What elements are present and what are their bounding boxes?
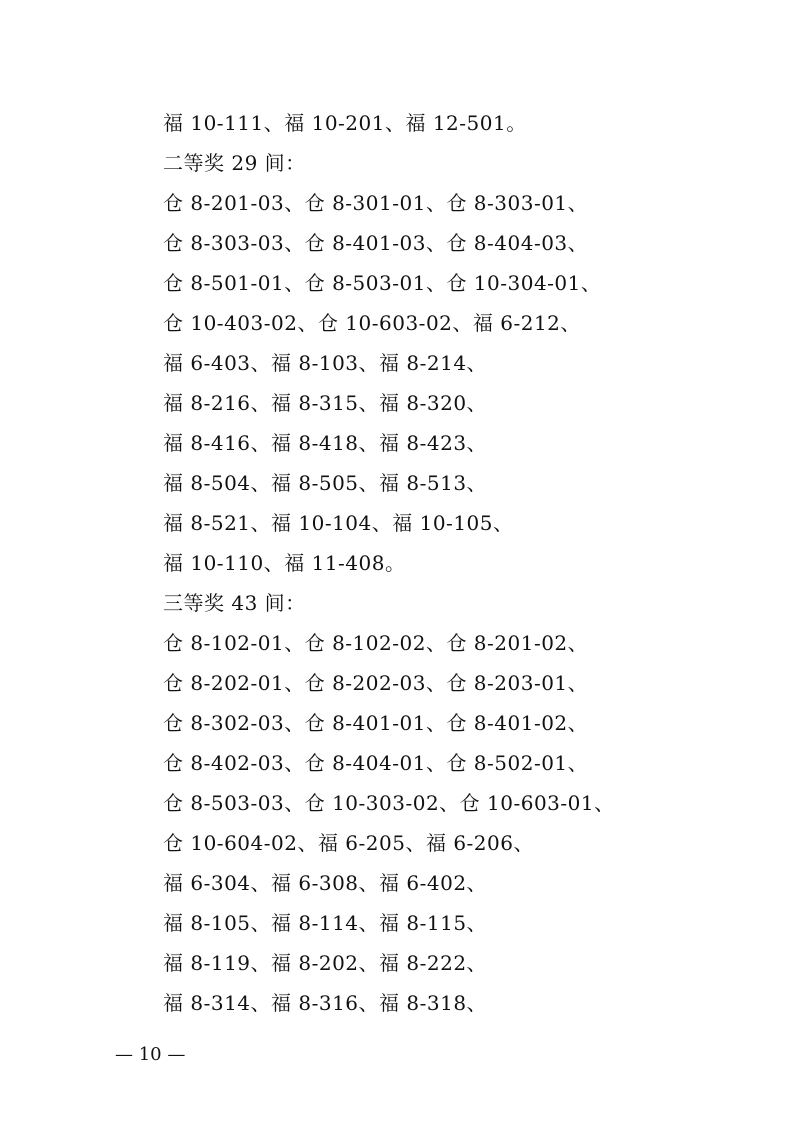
text-line: 仓 8-303-03、仓 8-401-03、仓 8-404-03、 (163, 231, 589, 255)
text-line: 仓 8-201-03、仓 8-301-01、仓 8-303-01、 (163, 191, 589, 215)
text-line: 仓 8-102-01、仓 8-102-02、仓 8-201-02、 (163, 631, 589, 655)
text-line: 福 8-119、福 8-202、福 8-222、 (163, 951, 488, 975)
text-line: 仓 8-402-03、仓 8-404-01、仓 8-502-01、 (163, 751, 589, 775)
text-line: 福 8-216、福 8-315、福 8-320、 (163, 391, 488, 415)
text-line: 福 8-521、福 10-104、福 10-105、 (163, 511, 514, 535)
text-line: 仓 8-302-03、仓 8-401-01、仓 8-401-02、 (163, 711, 589, 735)
text-line: 福 10-111、福 10-201、福 12-501。 (163, 111, 527, 135)
text-line: 福 8-314、福 8-316、福 8-318、 (163, 991, 488, 1015)
text-line: 仓 8-503-03、仓 10-303-02、仓 10-603-01、 (163, 791, 615, 815)
document-body (163, 103, 723, 1023)
text-line: 福 8-105、福 8-114、福 8-115、 (163, 911, 488, 935)
section-heading-second-prize: 二等奖 29 间： (163, 151, 306, 175)
text-line: 福 8-504、福 8-505、福 8-513、 (163, 471, 488, 495)
text-line: 福 10-110、福 11-408。 (163, 551, 406, 575)
text-line: 福 6-304、福 6-308、福 6-402、 (163, 871, 488, 895)
text-line: 仓 10-604-02、福 6-205、福 6-206、 (163, 831, 534, 855)
text-line: 仓 8-501-01、仓 8-503-01、仓 10-304-01、 (163, 271, 602, 295)
page-number: — 10 — (115, 1044, 186, 1065)
text-line: 仓 10-403-02、仓 10-603-02、福 6-212、 (163, 311, 581, 335)
text-line: 仓 8-202-01、仓 8-202-03、仓 8-203-01、 (163, 671, 589, 695)
text-line: 福 6-403、福 8-103、福 8-214、 (163, 351, 488, 375)
section-heading-third-prize: 三等奖 43 间： (163, 591, 306, 615)
text-line: 福 8-416、福 8-418、福 8-423、 (163, 431, 488, 455)
